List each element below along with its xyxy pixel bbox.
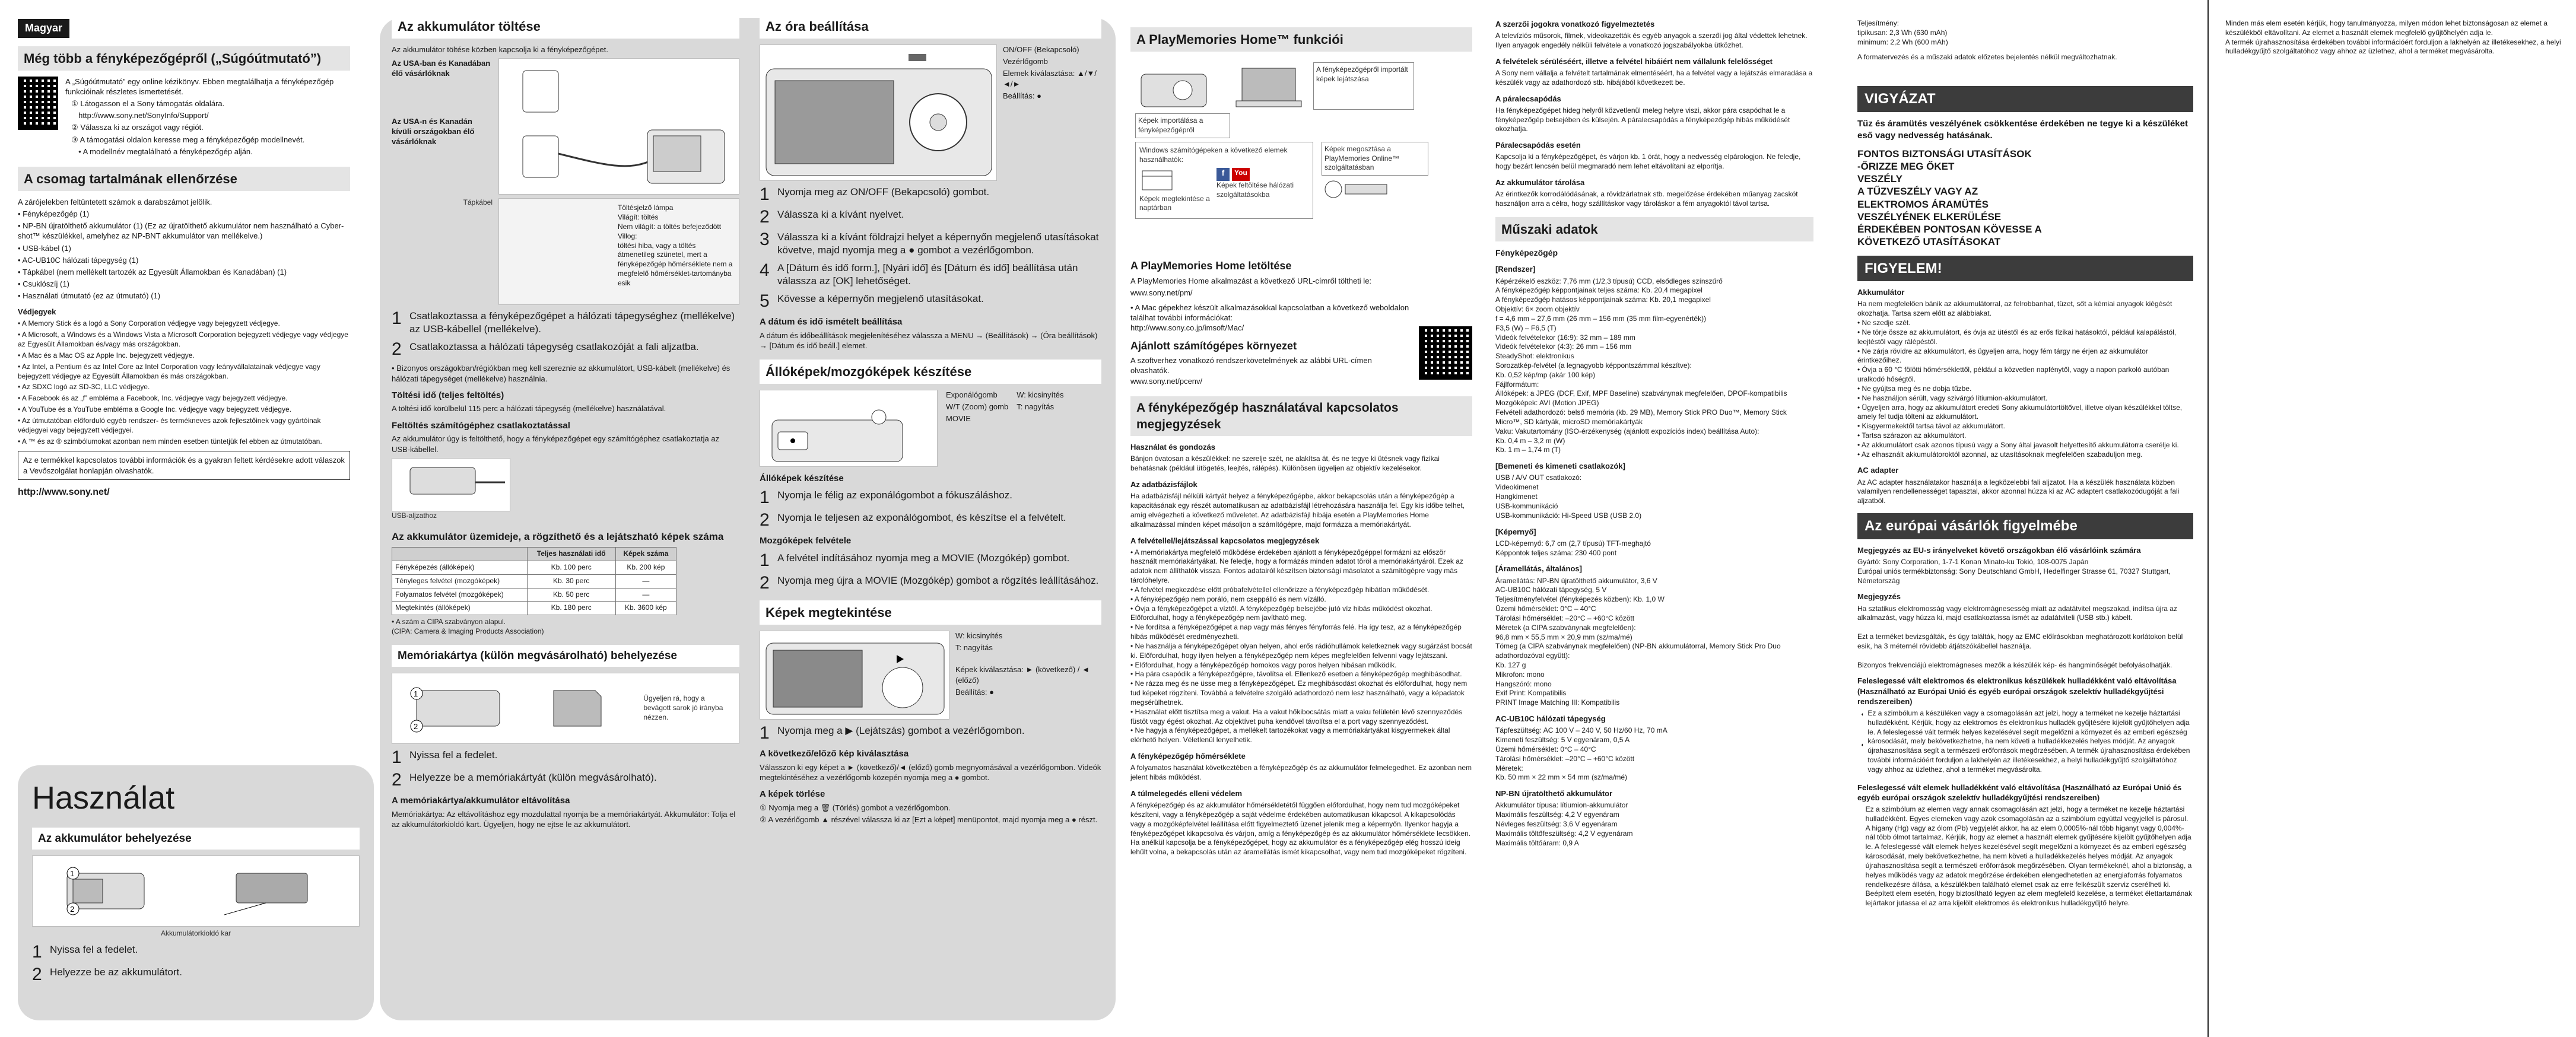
on-off-label: ON/OFF (Bekapcsoló) (1003, 45, 1079, 55)
heading-adapter: AC adapter (1857, 466, 1899, 475)
qr-code-icon (1419, 326, 1472, 380)
list-item: • A Microsoft, a Windows és a Windows Vista a Microsoft Corporation bejegyzett védjegye vagy védjegye az Egyesült Államokban és/vagy más országokban. (18, 330, 350, 349)
tele-label: T: nagyítás (1017, 402, 1054, 411)
help-note: • A modellnév megtalálható a fényképezőgép alján. (78, 147, 253, 156)
clock-step-3: 3 Válassza ki a kívánt földrajzi helyet a képernyőn megjelenő utasításokat követve, majd nyomja meg a ● gombot a vezérlőgombon. (760, 231, 1101, 257)
spec-heading: [Bemeneti és kimeneti csatlakozók] (1495, 462, 1625, 471)
charging-step-2: 2 Csatlakoztassa a hálózati tápegység csatlakozóját a fali aljzatba. (392, 339, 699, 360)
camera-playback-icon (760, 631, 950, 720)
laptop-icon (1224, 62, 1307, 110)
help-guide-text: A „Súgóútmutató” egy online kézikönyv. Ebben megtalálhatja a fényképezőgép funkcióinak részletes ismertetését. (65, 77, 334, 96)
note-heading: Használat és gondozás (1130, 443, 1216, 452)
note-heading: A fényképezőgép hőmérséklete (1130, 752, 1246, 761)
table-note: • A szám a CIPA szabványon alapul. (CIPA: Camera & Imaging Products Association) (392, 618, 544, 635)
note-heading: A szerzői jogokra vonatkozó figyelmeztetés (1495, 20, 1655, 28)
cell: — (615, 574, 676, 588)
facebook-icon: f (1216, 168, 1230, 181)
eu-note-text: Ha sztatikus elektromosság vagy elektromágnesesség miatt az adatátvitel megszakad, indítsa újra az alkalmazást, vagy húzza ki, majd csatlakoztassa ismét az adatátviteli (USB stb.) kábelt. Ezt a terméket bevizsgálták, és úgy találták, hogy az EMC előírásokban meghatározott korlátokon belül esik, ha 3 méternél rövidebb átjátszókábellel használja. Bizonyos frekvenciájú elektromágneses mezők a készülék kép- és hangminőségét befolyásolhatják. (1857, 604, 2183, 669)
step-text: Nyomja le félig az exponálógombot a fókuszáláshoz. (777, 489, 1012, 501)
spec-heading: [Rendszer] (1495, 265, 1536, 274)
usb-jack-label: USB-aljzathoz (392, 511, 437, 520)
note-text: Az érintkezők korrodálódásának, a rövidzárlatnak stb. megelőzése érdekében műanyag zacskót használjon arra a célra, hogy szállításkor vagy tároláskor a fém anyagoktól távol tartsa. (1495, 190, 1798, 208)
heading-reset-clock: A dátum és idő ismételt beállítása (760, 317, 903, 327)
wide-label: W: kicsinyítés (1017, 390, 1064, 399)
heading-eu: Az európai vásárlók figyelmébe (1857, 513, 2193, 539)
heading-battery-disposal: Feleslegessé vált elemek hulladékként való eltávolítása (Használható az Európai Unió és egyéb európai országok szelektív hulladékgyűjtési rendszereiben) (1857, 782, 2182, 802)
clock-step-2: 2 Válassza ki a kívánt nyelvet. (760, 207, 904, 227)
reset-clock-text: A dátum és időbeállítások megjelenítéséhez válassza a MENU → (Beállítások) → (Óra beállítások) → [Dátum és idő beáll.] elemet. (760, 331, 1098, 351)
list-item: • A Memory Stick és a logó a Sony Corporation védjegye vagy bejegyzett védjegye. (18, 319, 350, 329)
memory-step-2: 2 Helyezze be a memóriakártyát (külön megvásárolható). (392, 769, 657, 790)
cell: Kb. 3600 kép (615, 602, 676, 615)
power-cord-label: Tápkábel (463, 198, 493, 207)
table-header (392, 548, 528, 561)
charging-step-1: 1 Csatlakoztassa a fényképezőgépet a hálózati tápegységhez (mellékelve) az USB-kábellel (mellékelve). (392, 310, 739, 336)
heading-help-guide: Még több a fényképezőgépről („Súgóútmutató”) (18, 46, 350, 71)
list-item: • USB-kábel (1) (18, 243, 350, 253)
view-step-1: 1 Nyomja meg a ▶ (Lejátszás) gombot a vezérlőgombon. (760, 723, 1025, 743)
heading-remove: A memóriakártya/akkumulátor eltávolítása (392, 795, 570, 806)
movie-label: MOVIE (946, 413, 971, 423)
pmh-online-label: Képek megosztása a PlayMemories Online™ szolgáltatásban (1322, 142, 1428, 176)
cell: Kb. 100 perc (527, 561, 615, 574)
clock-step-4: 4 A [Dátum és idő form.], [Nyári idő] és [Dátum és idő] beállítása után válassza az [OK] lehetőséget. (760, 262, 1101, 288)
step-text: Helyezze be az akkumulátort. (50, 966, 182, 978)
adapter-text: Az AC adapter használatakor használja a legközelebbi fali aljzatot. Ha a készülék használata közben valamilyen rendellenességet tapasztal, akkor azonnal húzza ki az AC adaptert csatlakozódugóját a fali aljzatból. (1857, 478, 2180, 505)
battery-insert-illustration (32, 855, 360, 927)
step-text: Kövesse a képernyőn megjelenő utasításokat. (777, 293, 984, 305)
list-item: • A Facebook és az „f” embléma a Facebook, Inc. védjegye vagy bejegyzett védjegye. (18, 394, 350, 403)
note-heading: Az adatbázisfájlok (1130, 480, 1198, 489)
camera-open-cover-icon (61, 861, 156, 921)
usage-title: Használat (32, 780, 175, 816)
note-text: Kapcsolja ki a fényképezőgépet, és várjon kb. 1 órát, hogy a nedvesség elpárologjon. Ne feledje, hogy bezárt lencsén belül megmaradó nem lehet eltávolítani az elporítja. (1495, 152, 1801, 171)
usage-panel (18, 765, 374, 1020)
camera-back-icon (760, 45, 998, 182)
spec-heading: AC-UB10C hálózati tápegység (1495, 714, 1606, 724)
camera-icon (1135, 62, 1218, 110)
table-header: Képek száma (615, 548, 676, 561)
table-header: Teljes használati idő (527, 548, 615, 561)
weee-text: Ez a szimbólum a készüléken vagy a csomagolásán azt jelzi, hogy a terméket ne kezelje háztartási hulladékként. Kérjük, hogy az elektromos és elektronikus hulladék gyűjtésére kijelölt gyűjtőhelyen adja le. A feleslegessé vált termék helyes kezelésével segít megelőzni a környezet és az emberi egészség károsodását, mely bekövetkezhetne, ha nem követi a hulladékkezelés helyes módját. Az anyagok újrahasznosítása segít a természeti erőforrások megőrzésében. A termék újrahasznosítása érdekében további információért forduljon a lakhelyén az illetékesekhez, a helyi hulladékgyűjtő szolgáltatóhoz vagy ahhoz az üzlethez, ahol a terméket megvásárolta. (1867, 708, 2190, 774)
download-text: A PlayMemories Home alkalmazást a következő URL-címről töltheti le: (1130, 276, 1372, 285)
remove-text: Memóriakártya: Az eltávolításhoz egy mozdulattal nyomja be a memóriakártyát. Akkumulátor: Tolja el az akkumulátorkioldó kart. Ügyeljen, hogy ne ejtse le az akkumulátort. (392, 809, 736, 829)
column-6 (1834, 0, 2202, 1037)
qr-code-icon (18, 77, 58, 130)
help-step-3: ③ A támogatási oldalon keresse meg a fényképezőgép modellnevét. (71, 135, 305, 144)
battery-life-table (392, 547, 676, 615)
list-item: • A Mac és a Mac OS az Apple Inc. bejegyzett védjegye. (18, 351, 350, 361)
spec-heading: [Áramellátás, általános] (1495, 564, 1582, 574)
heading-next-prev: A következő/előző kép kiválasztása (760, 749, 909, 759)
contents-intro: A zárójelekben feltüntetett számok a darabszámot jelölik. (18, 197, 212, 206)
spec-heading: NP-BN újratölthető akkumulátor (1495, 789, 1613, 799)
clock-step-1: 1 Nyomja meg az ON/OFF (Bekapcsoló) gombot. (760, 185, 990, 205)
battery-capacity: Teljesítmény: tipikusan: 2,3 Wh (630 mAh) minimum: 2,2 Wh (600 mAh) (1857, 19, 1948, 46)
step-text: Helyezze be a memóriakártyát (külön megvásárolható). (409, 771, 657, 783)
column-2 (386, 0, 748, 1037)
usb-illustration (392, 458, 510, 511)
memory-step-1: 1 Nyissa fel a fedelet. (392, 747, 498, 767)
spec-text: Képérzékelő eszköz: 7,76 mm (1/2,3 típusú) CCD, elsődleges színszűrő A fényképezőgép képpontjainak teljes száma: Kb. 20,4 megapixel A fényképezőgép hatásos képpontjainak száma: Kb. 20,1 megapixel Objektív: 6× zoom objektív f = 4,6 mm – 27,6 mm (26 mm – 156 mm (35 mm film-egyenérték)) F3,5 (W) – F6,5 (T) Videók felvételekor (16:9): 32 mm – 189 mm Videók felvételekor (4:3): 26 mm – 156 mm SteadyShot: elektronikus Sorozatkép-felvétel (a legnagyobb képpontszámmal készítve): Kb. 0,52 kép/mp (akár 100 kép) Fájlformátum: Állóképek: a JPEG (DCF, Exif, MPF Baseline) szabványnak megfelelően, DPOF-kompatibilis Mozgóképek: AVI (Motion JPEG) Felvételi adathordozó: belső memória (kb. 29 MB), Memory Stick PRO Duo™, Memory Stick Micro™, SD kártyák, microSD memóriakártyák Vaku: Vakutartomány (ISO-érzékenység (ajánlott expozíciós index) beállítása Auto): Kb. 0,4 m – 3,2 m (W) Kb. 1 m – 1,74 m (T) (1495, 276, 1787, 454)
spec-heading: [Képernyő] (1495, 527, 1536, 536)
heading-still: Állóképek készítése (760, 473, 844, 483)
heading-package-contents: A csomag tartalmának ellenőrzése (18, 167, 350, 191)
heading-viewing: Képek megtekintése (760, 600, 1101, 625)
youtube-icon: You (1232, 168, 1250, 181)
help-step-2: ② Válassza ki az országot vagy régiót. (71, 123, 204, 132)
charger-icon (499, 59, 736, 195)
support-url[interactable]: http://www.sony.net/SonyInfo/Support/ (78, 111, 209, 120)
still-step-2: 2 Nyomja le teljesen az exponálógombot, és készítse el a felvételt. (760, 510, 1066, 530)
pmh-upload-label: Képek feltöltése hálózati szolgáltatásokba (1216, 181, 1294, 199)
heading-insert-battery: Az akkumulátor behelyezése (32, 828, 360, 850)
shooting-illustration (760, 390, 938, 467)
battery-removal-text: Minden más elem esetén kérjük, hogy tanulmányozza, milyen módon lehet biztonságosan az elemet a készülékből eltávolítani. Az elemet a használt elemek megfelelő gyűjtőhelyén adja le. A termék újrahasznosítása érdekében további információért forduljon a lakhelyén az illetékesekhez, a helyi hulladékgyűjtő szolgáltatóhoz vagy ahhoz az üzlethez, ahol a terméket megvásárolta. (2225, 19, 2561, 56)
heading-charging: Az akkumulátor töltése (392, 14, 739, 39)
language-tag: Magyar (18, 19, 69, 38)
step-text: Nyomja meg a ▶ (Lejátszás) gombot a vezérlőgombon. (777, 725, 1025, 737)
warning-text: Tűz és áramütés veszélyének csökkentése érdekében ne tegye ki a készüléket eső vagy nedvesség hatásának. (1857, 118, 2188, 141)
playmemories-diagram (1130, 58, 1472, 253)
heading-memory-card: Memóriakártya (külön megvásárolható) behelyezése (392, 645, 739, 667)
memory-card-icon (536, 679, 619, 738)
charge-lamp-box: Töltésjelző lámpa Világít: töltés Nem világít: a töltés befejeződött Villog: töltési hiba, vagy a töltés átmenetileg szünetel, mert a fényképezőgép hőmérséklete nem a megfelelő hőmérséklet-tartományba esik (498, 198, 739, 305)
note-heading: A felvétellel/lejátszással kapcsolatos megjegyzések (1130, 536, 1320, 545)
table-row (392, 561, 676, 574)
svg-text:1: 1 (69, 869, 74, 879)
step-text: A [Dátum és idő form.], [Nyári idő] és [Dátum és idő] beállítása után válassza az [OK] lehetőséget. (777, 262, 1078, 287)
outside-usa-label: Az USA-n és Kanadán kívüli országokban élő vásárlóknak (392, 116, 475, 146)
list-item: • Az útmutatóban előforduló egyéb rendszer- és termékneves azok fejlesztőinek vagy gyártóinak védjegyei vagy bejegyzett védjegyei. (18, 416, 350, 435)
calendar-icon (1139, 168, 1175, 192)
list-item: • A YouTube és a YouTube embléma a Google Inc. védjegye vagy bejegyzett védjegye. (18, 405, 350, 415)
pmh-windows-label: Windows számítógépeken a következő elemek használhatók: (1139, 145, 1288, 164)
heading-camera: Fényképezőgép (1495, 247, 1558, 257)
heading-computer-charging: Feltöltés számítógéphez csatlakoztatással (392, 420, 570, 431)
heading-clock: Az óra beállítása (760, 14, 1101, 39)
step-text: Nyomja le teljesen az exponálógombot, és készítse el a felvételt. (777, 512, 1066, 524)
movie-step-1: 1 A felvétel indításához nyomja meg a MOVIE (Mozgókép) gombot. (760, 551, 1070, 571)
computer-charging-text: Az akkumulátor úgy is feltölthető, hogy a fényképezőgépet egy számítógéphez csatlakoztatja az USB-kábellel. (392, 434, 720, 454)
camera-top-icon (760, 390, 938, 467)
heading-eu-note: Megjegyzés (1857, 592, 1901, 602)
design-note: A formatervezés és a műszaki adatok előzetes bejelentés nélkül megváltozhatnak. (1857, 53, 2117, 62)
note-heading: A túlmelegedés elleni védelem (1130, 788, 1243, 798)
list-item: • Az Intel, a Pentium és az Intel Core az Intel Corporation vagy leányvállalatainak védjegye vagy bejegyzett védjegye az Egyesült Államokban és más országokban. (18, 362, 350, 381)
zoom-label: W/T (Zoom) gomb (946, 402, 1009, 411)
step-text: A felvétel indításához nyomja meg a MOVIE (Mozgókép) gombot. (777, 552, 1070, 564)
column-divider (2207, 0, 2209, 1037)
still-step-1: 1 Nyomja le félig az exponálógombot a fókuszáláshoz. (760, 488, 1012, 508)
list-item: • A ™ és az ® szimbólumokat azonban nem minden esetben tüntetjük fel ebben az útmutatóban. (18, 437, 350, 447)
heading-movie: Mozgóképek felvétele (760, 536, 852, 546)
view-wide-label: W: kicsinyítés (955, 631, 1003, 641)
view-tele-label: T: nagyítás (955, 643, 993, 653)
heading-download: A PlayMemories Home letöltése (1130, 260, 1292, 272)
note-text: Bánjon óvatosan a készülékkel: ne szerelje szét, ne alakítsa át, és ne tegye ki ütésnek vagy fizikai behatásnak (például ütögetés, leejtés, rálépés). Különösen ügyeljen az objektív kezelésekor. (1130, 454, 1440, 473)
charging-time-text: A töltési idő körülbelül 115 perc a hálózati tápegység (mellékelve) használatával. (392, 404, 666, 413)
clock-step-5: 5 Kövesse a képernyőn megjelenő utasításokat. (760, 291, 984, 311)
download-url[interactable]: www.sony.net/pm/ (1130, 288, 1193, 297)
crossed-bin-icon (1857, 709, 1863, 750)
cell: Kb. 180 perc (527, 602, 615, 615)
delete-step-2: ② A vezérlőgomb ▲ részével válassza ki az [Ezt a képet] menüpontot, majd nyomja meg a ● részt. (760, 815, 1098, 825)
battery-icon (212, 861, 331, 921)
shutter-label: Exponálógomb (946, 390, 998, 399)
heading-recommended: Ajánlott számítógépes környezet (1130, 339, 1297, 352)
notes-block (1130, 442, 1472, 857)
cell: Folyamatos felvétel (mozgóképek) (392, 588, 528, 602)
select-label: Elemek kiválasztása: ▲/▼/◄/► (1003, 69, 1097, 88)
heading-battery-life: Az akkumulátor üzemideje, a rögzíthető és a lejátszható képek száma (392, 530, 724, 542)
spec-text: Akkumulátor típusa: lítiumion-akkumulátor Maximális feszültség: 4,2 V egyenáram Névleges feszültség: 3,6 V egyenáram Maximális töltőfeszültség: 4,2 V egyenáram Maximális töltőáram: 0,9 A (1495, 801, 1633, 847)
column-5 (1489, 0, 1822, 1037)
heading-notes: A fényképezőgép használatával kapcsolatos megjegyzések (1130, 396, 1472, 436)
heading-specs: Műszaki adatok (1495, 217, 1813, 241)
battery-caution-text: Ha nem megfelelően bánik az akkumulátorral, az felrobbanhat, tüzet, sőt a kémiai anyagok kiégését okozhatja. Tartsa szem előtt az alábbiakat. • Ne szedje szét. • Ne törje össze az akkumulátort, és óvja az ütéstől és az erős fizikai hatásoktól, például kalapálástól, leejtéstől vagy rálépéstől. • Ne zárja rövidre az akkumulátort, és ügyeljen arra, hogy fém tárgy ne érjen az akkumulátor érintkezőihez. • Óvja a 60 °C fölötti hőmérséklettől, például a közvetlen napfénytől, vagy a napon parkoló autóban uralkodó hőségtől. • Ne gyújtsa meg és ne dobja tűzbe. • Ne használjon sérült, vagy szivárgó lítiumion-akkumulátort. • Ügyeljen arra, hogy az akkumulátort eredeti Sony akkumulátortöltővel, illetve olyan készülékkel töltse, amely fel tudja tölteni az akkumulátort. • Kisgyermekektől tartsa távol az akkumulátort. • Tartsa szárazon az akkumulátort. • Az akkumulátort csak azonos típusú vagy a Sony által javasolt helyettesítő akkumulátorra cserélje ki. • Az elhasznált akkumulátoroktól azonnal, az utasításoknak megfelelően szabaduljon meg. (1857, 300, 2183, 459)
note-heading: A páralecsapódás (1495, 94, 1561, 103)
charging-note: • Bizonyos országokban/régiókban meg kell szereznie az akkumulátort, USB-kábelt (mellékelve) és hálózati tápegységet (mellékelve) használnia. (392, 364, 730, 383)
cell: Kb. 50 perc (527, 588, 615, 602)
battery-disposal-text: Ez a szimbólum az elemen vagy annak csomagolásán azt jelzi, hogy a terméket ne kezelje háztartási hulladékként. Egyes elemeken vagy azok csomagolásán az a szimbólum egyúttal vegyjellel is párosul. A higany (Hg) vagy az ólom (Pb) vegyjelét akkor, ha az elem 0,0005%-nál több higanyt vagy 0,004%-nál több ólmot tartalmaz. Kérjük, hogy az elemet a használt elemek gyűjtésére kijelölt gyűjtőhelyen adja le. A feleslegessé vált elemek helyes kezelésével segít megelőzni a környezet és az emberi egészség károsodását, mely bekövetkezhetne, ha nem követi a hulladékkezelés helyes módját. Az anyagok újrahasznosítása segít a természeti erőforrások megőrzésében. Olyan termékeknél, ahol a biztonság, a helyes működés vagy az adatok megőrzése érdekében elengedhetetlen az energiaforrás folyamatos rendelkezésre állása, a készülékben található elemet csak az erre felkészült szerviz cserélheti ki. Beépített elem esetén, hogy biztosítható legyen az elem megfelelő kezelése, a terméket élettartamának lejártakor jutassa el az arra kijelölt elektromos és elektronikus hulladékgyűjtő helyre. (1865, 804, 2192, 908)
step-text: Nyissa fel a fedelet. (409, 749, 498, 761)
battery-step-2: 2 Helyezze be az akkumulátort. (32, 965, 182, 985)
note-text: A fényképezőgép és az akkumulátor hőmérsékletétől függően előfordulhat, hogy nem tud mozgóképeket készíteni, vagy a fényképezőgép a saját védelme érdekében automatikusan kikapcsol. A kikapcsolódás vagy a mozgóképfelvétel leállítása előtt figyelmeztető üzenet jelenik meg a képernyőn. Ilyenkor hagyja a fényképezőgépet kikapcsolva és várjon, amíg a fényképezőgép és az akkumulátor hőmérséklete lecsökken. Ha anélkül kapcsolja be a fényképezőgépet, hogy az akkumulátor és a fényképezőgép elég hosszú ideig lehűlt volna, a bekapcsolás után az áramellátás ismét kikapcsolhat, vagy nem tud mozgóképeket rögzíteni. (1130, 801, 1470, 857)
spec-text: Áramellátás: NP-BN újratölthető akkumulátor, 3,6 V AC-UB10C hálózati tápegység, 5 V Teljesítményfelvétel (fényképezés közben): Kb. 1,0 W Üzemi hőmérséklet: 0°C – 40°C Tárolási hőmérséklet: –20°C – +60°C között Méretek (a CIPA szabványnak megfelelően): 96,8 mm × 55,5 mm × 20,9 mm (sz/ma/mé) Tömeg (a CIPA szabványnak megfelelően) (NP-BN akkumulátorral, Memory Stick Pro Duo adathordozóval együtt): Kb. 127 g Mikrofon: mono Hangszóró: mono Exif Print: Kompatibilis PRINT Image Matching III: Kompatibilis (1495, 576, 1781, 707)
delete-step-1: ① Nyomja meg a 🗑 (Törlés) gombot a vezérlőgombon. (760, 803, 951, 813)
cell: Megtekintés (állóképek) (392, 602, 528, 615)
step-text: Nyomja meg az ON/OFF (Bekapcsoló) gombot. (777, 186, 990, 198)
step-text: Csatlakoztassa a fényképezőgépet a hálózati tápegységhez (mellékelve) az USB-kábellel (mellékelve). (409, 310, 735, 335)
view-select-label: Képek kiválasztása: ► (következő) / ◄ (előző) (955, 665, 1090, 685)
spec-text: USB / A/V OUT csatlakozó: Videokimenet Hangkimenet USB-kommunikáció USB-kommunikáció: Hi-Speed USB (USB 2.0) (1495, 473, 1642, 520)
step-text: Válassza ki a kívánt nyelvet. (777, 209, 904, 221)
next-prev-text: Válasszon ki egy képet a ► (következő)/◄ (előző) gomb megnyomásával a vezérlőgombon. Videók megtekintéséhez a vezérlőgomb közepén nyomja meg a ● gombot. (760, 762, 1101, 782)
list-item: • Az SDXC logó az SD-3C, LLC védjegye. (18, 383, 350, 392)
cell: — (615, 588, 676, 602)
list-item: • Használati útmutató (ez az útmutató) (1) (18, 291, 350, 301)
battery-step-1: 1 Nyissa fel a fedelet. (32, 942, 138, 962)
heading-trademarks: Védjegyek (18, 307, 56, 317)
set-label: Beállítás: ● (1003, 91, 1041, 100)
spec-text: Tápfeszültség: AC 100 V – 240 V, 50 Hz/60 Hz, 70 mA Kimeneti feszültség: 5 V egyenáram, 0,5 A Üzemi hőmérséklet: 0°C – 40°C Tárolási hőmérséklet: –20°C – +60°C között Méretek: Kb. 50 mm × 22 mm × 54 mm (sz/ma/mé) (1495, 726, 1667, 782)
note-heading: Az akkumulátor tárolása (1495, 178, 1585, 187)
list-item: • Tápkábel (nem mellékelt tartozék az Egyesült Államokban és Kanadában) (1) (18, 267, 350, 277)
movie-step-2: 2 Nyomja meg újra a MOVIE (Mozgókép) gombot a rögzítés leállításához. (760, 573, 1099, 593)
list-item: • Fényképezőgép (1) (18, 209, 350, 219)
heading-delete: A képek törlése (760, 789, 825, 800)
note-heading: Páralecsapódás esetén (1495, 141, 1581, 150)
contents-list (18, 209, 350, 301)
mac-note: • A Mac gépekhez készült alkalmazásokkal kapcsolatban a következő weboldalon találhat további információkat: http://www.sony.co.jp/imsoft/Mac/ (1130, 303, 1409, 333)
heading-eu-intro: Megjegyzés az EU-s irányelveket követő országokban élő vásárlóink számára (1857, 545, 2141, 555)
svg-text:2: 2 (413, 721, 418, 731)
note-text: • A memóriakártya megfelelő működése érdekében ajánlott a fényképezőgéppel formázni az először használt memóriakártyákat. Ne feledje, hogy a formázás minden adatot töröl a memóriakártyáról. Ezek az adatok nem állíthatók vissza. Fontos adatairól készítsen biztonsági másolatot a számítógépre vagy más tárolóhelyre. • A felvétel megkezdése előtt próbafelvétellel ellenőrizze a fényképezőgép hibátlan működését. • A fényképezőgép nem poráló, nem cseppálló és nem vízálló. • Óvja a fényképezőgépet a víztől. A fényképezőgép belsejébe jutó víz hibás működést okozhat. Előfordulhat, hogy a fényképezőgép nem javítható meg. • Ne fordítsa a fényképezőgépet a nap vagy más fényes fényforrás felé. Ha így tesz, az a fényképezőgép hibás működését eredményezheti. • Ne használja a fényképezőgépet olyan helyen, ahol erős rádióhullámok keletkeznek vagy sugárzást bocsát ki. Előfordulhat, hogy ilyen helyen a fényképezőgép nem képes megfelelően felvenni vagy lejátszani. • Előfordulhat, hogy a fényképezőgép homokos vagy poros helyen hibásan működik. • Ha pára csapódik a fényképezőgépre, távolítsa el. Ellenkező esetben a fényképezőgép meghibásodhat. • Ne rázza meg és ne üsse meg a fényképezőgépet. Ez meghibásodást okozhat és előfordulhat, hogy nem tud képeket rögzíteni. Továbbá a felvételre szolgáló adathordozó nem lesz használható, vagy a képadatok megsérülhetnek. • Használat előtt tisztítsa meg a vakut. Ha a vakut hőkibocsátás miatt a vaku felületén lévő szennyeződés füstöt vagy égést okozhat. Az objektívet puha kendővel távolítsa el a port vagy szennyeződést. • Ne hagyja a fényképezőgépet, a mellékelt tartozékokat vagy a memóriakártyákat kisgyermekek által elérhető helyen. Véletlenül lenyelhetik. (1130, 548, 1472, 745)
step-text: Nyissa fel a fedelet. (50, 944, 138, 956)
playmemories-online-icon (1322, 177, 1393, 201)
svg-text:1: 1 (413, 689, 418, 698)
viewing-illustration (760, 631, 949, 720)
note-heading: A felvételek sérüléséért, illetve a felvétel hibáiért nem vállalunk felelősséget (1495, 56, 1773, 66)
step-text: Csatlakoztassa a hálózati tápegység csatlakozóját a fali aljzatba. (409, 341, 699, 353)
spec-text: LCD-képernyő: 6,7 cm (2,7 típusú) TFT-meghajtó Képpontok teljes száma: 230 400 pont (1495, 539, 1651, 557)
note-text: A Sony nem vállalja a felvételt tartalmának elmentéséért, ha a felvétel vagy a lejátszás elmaradása a készülék vagy az adathordozó stb. hibájából következett be. (1495, 68, 1813, 87)
heading-playmemories: A PlayMemories Home™ funkciói (1130, 27, 1472, 52)
list-item: • NP-BN újratölthető akkumulátor (1) (Ez az újratölthető akkumulátor nem használható a Cyber-shot™ készülékkel, amelyhez az NP-BNT akkumulátor van mellékelve.) (18, 221, 350, 241)
note-text: A televíziós műsorok, filmek, videokazetták és egyéb anyagok a szerzői jog által védettek lehetnek. Ilyen anyagok engedély nélküli felvétele a vonatkozó jogszabályokba ütközhet. (1495, 31, 1808, 49)
usb-cable-icon (392, 459, 511, 512)
note-text: Ha fényképezőgépet hideg helyről közvetlenül meleg helyre viszi, akkor pára csapódhat le a fényképezőgép belsejében és külsején. A páralecsapódás a fényképezőgép hibás működését okozhatja. (1495, 106, 1790, 133)
clock-illustration (760, 44, 997, 181)
camera-cover-icon (405, 679, 512, 738)
pmh-calendar-label: Képek megtekintése a naptárban (1139, 194, 1210, 212)
step-text: Válassza ki a kívánt földrajzi helyet a képernyőn megjelenő utasításokat követve, majd nyomja meg a ● gombot a vezérlőgombon. (777, 231, 1099, 256)
pmh-share-label: A fényképezőgépről importált képek lejátszása (1313, 62, 1414, 110)
memory-card-illustration (392, 673, 739, 744)
recommended-text: A szoftverhez vonatkozó rendszerkövetelmények az alábbi URL-címen olvashatók. www.sony.net/pcenv/ (1130, 356, 1372, 386)
memory-card-caption: Ügyeljen rá, hogy a bevágott sarok jó irányba nézzen. (643, 694, 723, 721)
usa-canada-label: Az USA-ban és Kanadában élő vásárlóknak (392, 59, 491, 78)
heading-shooting: Állóképek/mozgóképek készítése (760, 360, 1101, 384)
crossed-bin-icon (1857, 805, 1861, 847)
svg-text:2: 2 (69, 905, 74, 914)
heading-caution: FIGYELEM! (1857, 256, 2193, 282)
trademarks-list (18, 319, 350, 446)
notes-block-2 (1495, 19, 1813, 209)
note-text: Ha adatbázisfájl nélküli kártyát helyez a fényképezőgépbe, akkor bekapcsolás után a fényképezőgép a kapacitásának egy részét automatikusan az adatbázisfájl létrehozására használja fel. Egy kis időbe telhet, amíg elvégezheti a következő műveletet. Az adatbázisfájl hibája esetén a PlayMemories Home alkalmazással minden képet másoljon a számítógépre, majd formázza a memóriakártyát. (1130, 492, 1465, 529)
cell: Fényképezés (állóképek) (392, 561, 528, 574)
list-item: • AC-UB10C hálózati tápegység (1) (18, 255, 350, 265)
eu-intro-text: Gyártó: Sony Corporation, 1-7-1 Konan Minato-ku Tokió, 108-0075 Japán Európai uniós termékbiztonság: Sony Deutschland GmbH, Hedelfinger Strasse 61, 70327 Stuttgart, Németország (1857, 557, 2171, 585)
control-button-label: Vezérlőgomb (1003, 57, 1048, 66)
step-text: Nyomja meg újra a MOVIE (Mozgókép) gombot a rögzítés leállításához. (777, 575, 1099, 587)
sony-url[interactable]: http://www.sony.net/ (18, 486, 110, 497)
cell: Kb. 30 perc (527, 574, 615, 588)
charging-illustration (498, 58, 739, 195)
heading-weee: Feleslegessé vált elektromos és elektronikus készülékek hulladékként való eltávolítása (Használható az Európai Unió és egyéb európai országok szelektív hulladékgyűjtési rendszereiben) (1857, 676, 2177, 706)
specs-block (1495, 264, 1813, 848)
heading-charging-time: Töltési idő (teljes feltöltés) (392, 390, 504, 400)
table-row (392, 602, 676, 615)
safety-instructions: FONTOS BIZTONSÁGI UTASÍTÁSOK -ŐRIZZE MEG ŐKET VESZÉLY A TŰZVESZÉLY VAGY AZ ELEKTROMOS ÁRAMÜTÉS VESZÉLYÉNEK ELKERÜLÉSE ÉRDEKÉBEN PONTOSAN KÖVESSE A KÖVETKEZŐ UTASÍTÁSOKAT (1857, 148, 2042, 248)
list-item: • Csuklószíj (1) (18, 279, 350, 289)
column-3 (754, 0, 1110, 1037)
view-set-label: Beállítás: ● (955, 687, 994, 696)
battery-lever-label: Akkumulátorkioldó kar (160, 929, 231, 938)
table-row (392, 574, 676, 588)
heading-battery-caution: Akkumulátor (1857, 288, 1905, 297)
help-step-1: ① Látogasson el a Sony támogatás oldalára. (71, 99, 225, 109)
column-4 (1125, 0, 1481, 1037)
column-7 (2213, 0, 2569, 1037)
support-note-box: Az e termékkel kapcsolatos további információk és a gyakran feltett kérdésekre adott válaszok a Vevőszolgálat honlapján olvashatók. (18, 451, 350, 479)
charging-text: Az akkumulátor töltése közben kapcsolja ki a fényképezőgépet. (392, 45, 608, 55)
note-text: A folyamatos használat következtében a fényképezőgép és az akkumulátor felmelegedhet. Ez azonban nem jelent hibás működést. (1130, 764, 1472, 782)
heading-warning: VIGYÁZAT (1857, 86, 2193, 112)
cell: Tényleges felvétel (mozgóképek) (392, 574, 528, 588)
table-row (392, 588, 676, 602)
pmh-import-label: Képek importálása a fényképezőgépről (1135, 113, 1230, 138)
cell: Kb. 200 kép (615, 561, 676, 574)
